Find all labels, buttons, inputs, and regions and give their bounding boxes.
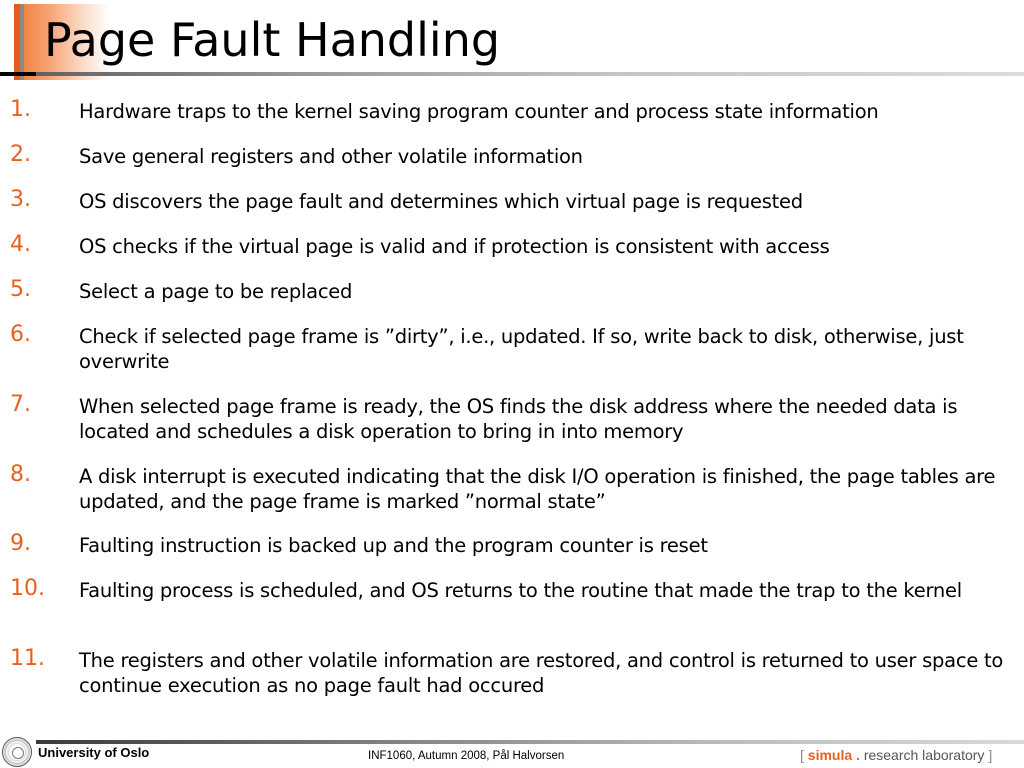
slide-title: Page Fault Handling xyxy=(44,13,501,67)
seal-center xyxy=(12,747,24,759)
step-number: 8. xyxy=(10,462,31,487)
step-text: A disk interrupt is executed indicating that the disk I/O operation is finished, the page tables are updated, and the page frame is marked ”normal state” xyxy=(79,465,996,513)
simula-bracket-close: ] xyxy=(988,747,993,763)
step-number: 5. xyxy=(10,277,31,302)
step-number: 3. xyxy=(10,187,31,212)
step-number: 2. xyxy=(10,142,31,167)
step-text: OS discovers the page fault and determines which virtual page is requested xyxy=(79,190,803,213)
step-text: Faulting instruction is backed up and the program counter is reset xyxy=(79,534,708,557)
simula-dot: . xyxy=(856,747,860,763)
step-text: Check if selected page frame is ”dirty”, i.e., updated. If so, write back to disk, otherwise, just overwrite xyxy=(79,325,964,373)
step-number: 9. xyxy=(10,531,31,556)
step-number: 11. xyxy=(10,646,45,671)
step-text: When selected page frame is ready, the OS finds the disk address where the needed data is located and schedules a disk operation to bring in into memory xyxy=(79,395,958,443)
step-text: Save general registers and other volatile information xyxy=(79,145,583,168)
simula-lab-text: research laboratory xyxy=(863,747,985,763)
simula-logo xyxy=(800,746,992,764)
footer-rule xyxy=(36,740,1024,744)
footer-university: University of Oslo xyxy=(38,745,150,760)
step-number: 1. xyxy=(10,97,31,122)
step-text: OS checks if the virtual page is valid and if protection is consistent with access xyxy=(79,235,830,258)
title-underline-start xyxy=(0,72,36,76)
step-text: Select a page to be replaced xyxy=(79,280,353,303)
step-number: 4. xyxy=(10,232,31,257)
footer-course-info: INF1060, Autumn 2008, Pål Halvorsen xyxy=(368,750,565,762)
university-seal-icon xyxy=(2,737,32,767)
simula-bracket-open: [ xyxy=(800,747,804,763)
title-underline xyxy=(0,72,1024,76)
step-number: 6. xyxy=(10,322,31,347)
step-text: The registers and other volatile information are restored, and control is returned to user space to continue execution as no page fault had occured xyxy=(79,649,1004,697)
step-number: 7. xyxy=(10,392,31,417)
simula-name: simula xyxy=(807,747,853,763)
step-text: Hardware traps to the kernel saving program counter and process state information xyxy=(79,100,879,123)
step-text: Faulting process is scheduled, and OS returns to the routine that made the trap to the kernel xyxy=(79,579,962,602)
step-number: 10. xyxy=(10,576,45,601)
title-accent-line xyxy=(20,4,24,80)
